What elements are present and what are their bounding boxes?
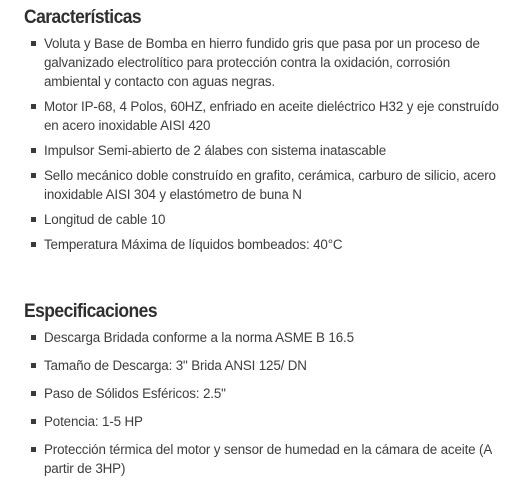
list-item-text: Longitud de cable 10	[44, 212, 166, 227]
specs-heading: Especificaciones	[24, 301, 158, 322]
bullet-square-icon	[31, 173, 36, 178]
features-heading: Características	[24, 7, 142, 28]
list-item-text: Protección térmica del motor y sensor de humedad en la cámara de aceite (A partir de 3HP)	[44, 442, 492, 476]
list-item-text: Motor IP-68, 4 Polos, 60HZ, enfriado en aceite dieléctrico H32 y eje construído en acero inoxidable AISI 420	[44, 99, 499, 133]
list-item	[0, 166, 507, 204]
bullet-square-icon	[31, 419, 36, 424]
features-list	[0, 34, 507, 254]
bullet-square-icon	[31, 104, 36, 109]
list-item	[0, 356, 507, 375]
specs-section	[0, 300, 507, 487]
list-item	[0, 141, 507, 160]
bullet-square-icon	[31, 335, 36, 340]
list-item-text: Sello mecánico doble construído en grafito, cerámica, carburo de silicio, acero inoxidable AISI 304 y elastómetro de buna N	[44, 168, 496, 202]
list-item	[0, 210, 507, 229]
specs-list	[0, 328, 507, 478]
list-item	[0, 440, 507, 478]
bullet-square-icon	[31, 242, 36, 247]
bullet-square-icon	[31, 447, 36, 452]
bullet-square-icon	[31, 391, 36, 396]
list-item-text: Voluta y Base de Bomba en hierro fundido gris que pasa por un proceso de galvanizado electrolítico para protección contra la oxidación, corrosión ambiental y contacto con aguas negras.	[44, 36, 480, 89]
list-item	[0, 34, 507, 91]
list-item	[0, 412, 507, 431]
features-section	[0, 6, 507, 260]
list-item	[0, 97, 507, 135]
list-item-text: Temperatura Máxima de líquidos bombeados: 40°C	[44, 237, 343, 252]
list-item-text: Impulsor Semi-abierto de 2 álabes con sistema inatascable	[44, 143, 387, 158]
bullet-square-icon	[31, 363, 36, 368]
bullet-square-icon	[31, 41, 36, 46]
list-item-text: Descarga Bridada conforme a la norma ASME B 16.5	[44, 330, 354, 345]
list-item-text: Potencia: 1-5 HP	[44, 414, 143, 429]
list-item	[0, 384, 507, 403]
list-item-text: Tamaño de Descarga: 3" Brida ANSI 125/ DN	[44, 358, 307, 373]
list-item	[0, 235, 507, 254]
list-item-text: Paso de Sólidos Esféricos: 2.5"	[44, 386, 226, 401]
bullet-square-icon	[31, 217, 36, 222]
list-item	[0, 328, 507, 347]
bullet-square-icon	[31, 148, 36, 153]
